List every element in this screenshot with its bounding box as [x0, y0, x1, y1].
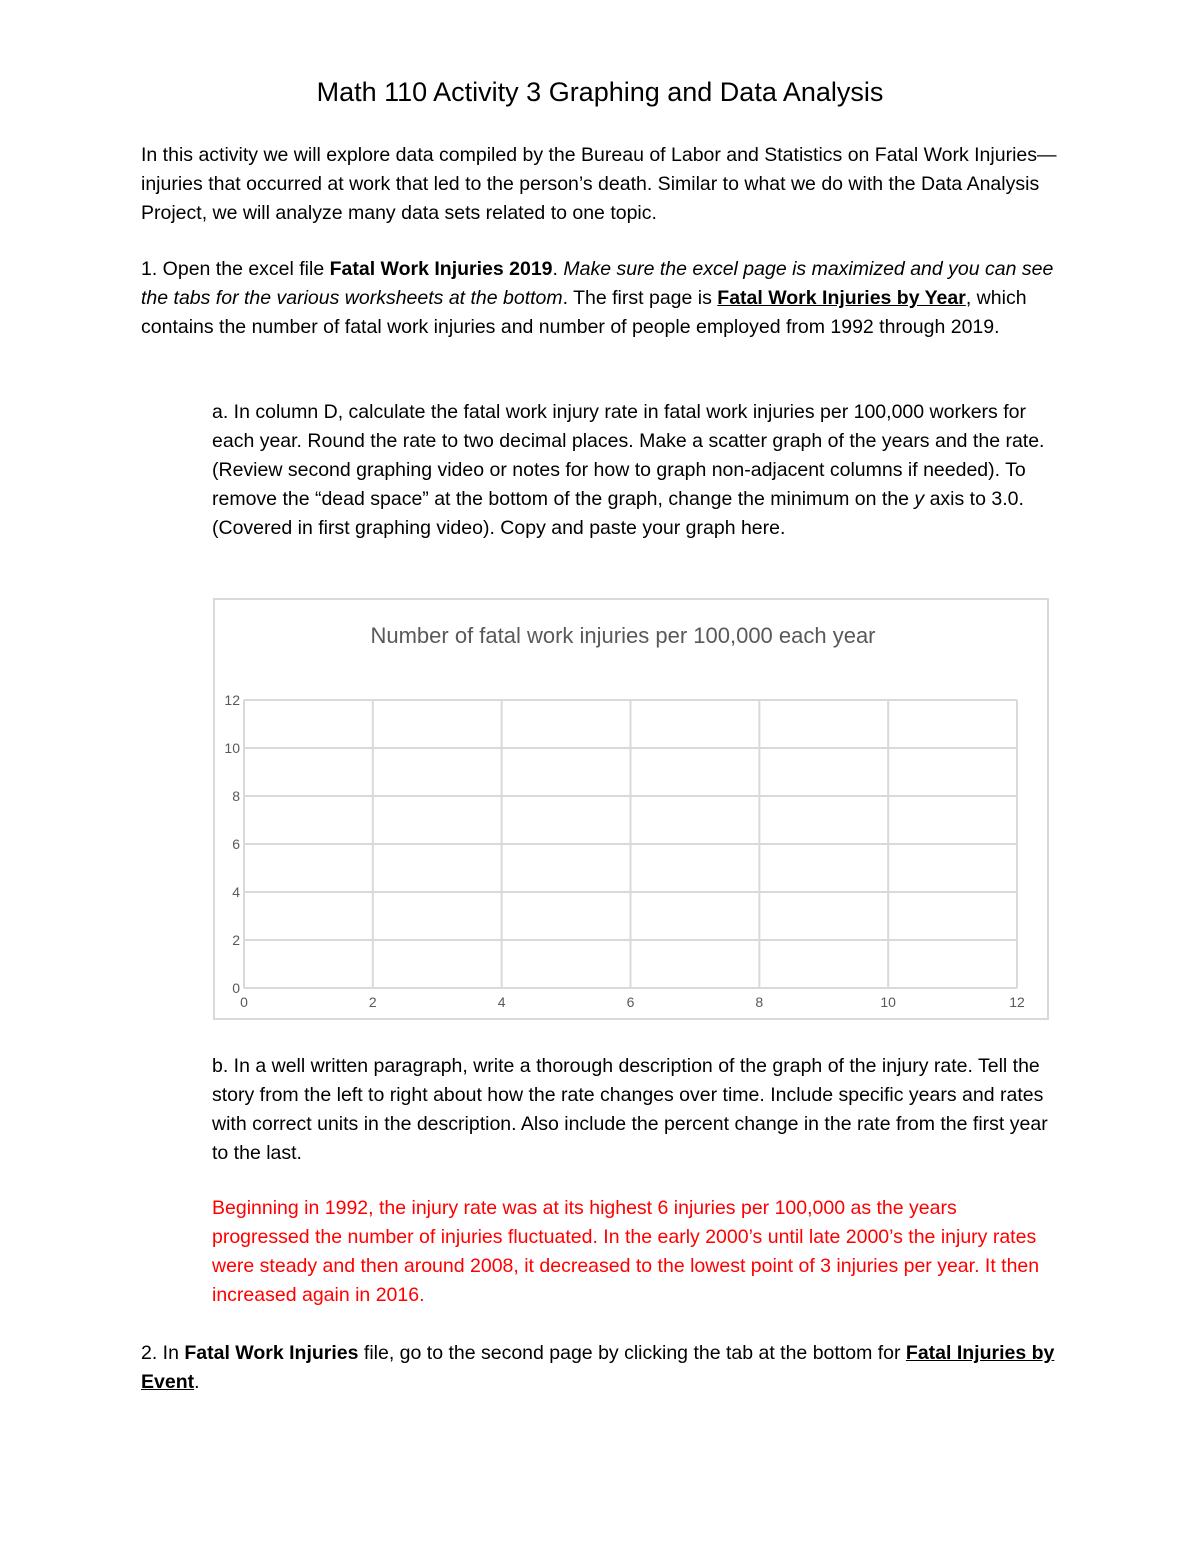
y-tick-label: 4 [232, 884, 240, 900]
intro-paragraph: In this activity we will explore data compiled by the Bureau of Labor and Statistics on Fatal Work Injuries—injuries that occurred at work that led to the person’s death. Similar to what we do with the Data Analysis Project, we will analyze many data sets related to one topic. [141, 144, 1057, 224]
question-2-mid: file, go to the second page by clicking the tab at the bottom for [358, 1342, 906, 1364]
chart-title: Number of fatal work injuries per 100,000 each year [370, 623, 876, 648]
x-tick-label: 10 [880, 994, 896, 1010]
question-2-sheet-name: Fatal Injuries by Event [141, 1342, 1055, 1393]
question-1a [212, 398, 1052, 543]
chart-frame [213, 598, 1049, 1020]
question-1a-part1: a. In column D, calculate the fatal work injury rate in fatal work injuries per 100,000 workers for each year. Round the rate to two decimal places. Make a scatter graph of the years and the rate. (Review second graphing video or notes for how to graph non-adjacent columns if needed). To remove the “dead space” at the bottom of the graph, change the minimum on the [212, 401, 1045, 510]
question-1-mid: . The first page is [562, 287, 718, 309]
question-1a-axis: y [914, 488, 925, 510]
x-tick-label: 12 [1009, 994, 1025, 1010]
x-tick-label: 4 [497, 994, 506, 1010]
question-2-tail: . [194, 1371, 200, 1393]
answer-paragraph: Beginning in 1992, the injury rate was at its highest 6 injuries per 100,000 as the years progressed the number of injuries fluctuated. In the early 2000’s until late 2000’s the injury rates were steady and then around 2008, it decreased to the lowest point of 3 injuries per year. It then increased again in 2016. [212, 1197, 1040, 1306]
question-2-lead: 2. In [141, 1342, 185, 1364]
y-tick-label: 2 [232, 932, 240, 948]
question-1 [141, 255, 1071, 342]
question-1a-part2: axis to 3.0. (Covered in first graphing video). Copy and paste your graph here. [212, 488, 1024, 539]
y-tick-label: 0 [232, 980, 240, 996]
question-1-file-name: Fatal Work Injuries 2019 [329, 258, 553, 280]
question-1-lead: 1. Open the excel file [141, 258, 330, 280]
chart-grid [244, 700, 1017, 988]
question-1-sheet-name: Fatal Work Injuries by Year [717, 287, 966, 309]
y-tick-label: 6 [232, 836, 240, 852]
x-tick-label: 8 [755, 994, 764, 1010]
x-tick-label: 6 [626, 994, 635, 1010]
question-1-tail: , which contains the number of fatal work injuries and number of people employed from 1992 through 2019. [141, 287, 1027, 338]
y-tick-label: 10 [224, 740, 240, 756]
question-2 [141, 1339, 1071, 1397]
question-1-dot: . [552, 258, 564, 280]
x-tick-label: 2 [368, 994, 377, 1010]
question-2-file-name: Fatal Work Injuries [184, 1342, 359, 1364]
x-tick-label: 0 [240, 994, 248, 1010]
question-1b: b. In a well written paragraph, write a thorough description of the graph of the injury rate. Tell the story from the left to right about how the rate changes over time. Include specific years and rates with correct units in the description. Also include the percent change in the rate from the first year to the last. [212, 1055, 1048, 1164]
y-tick-label: 12 [224, 692, 240, 708]
question-1-instruction: Make sure the excel page is maximized and you can see the tabs for the various worksheets at the bottom [141, 258, 1054, 309]
chart-tick-labels [224, 692, 1025, 1010]
page-title: Math 110 Activity 3 Graphing and Data Analysis [316, 77, 884, 107]
y-tick-label: 8 [232, 788, 240, 804]
scatter-chart [215, 600, 1051, 1022]
